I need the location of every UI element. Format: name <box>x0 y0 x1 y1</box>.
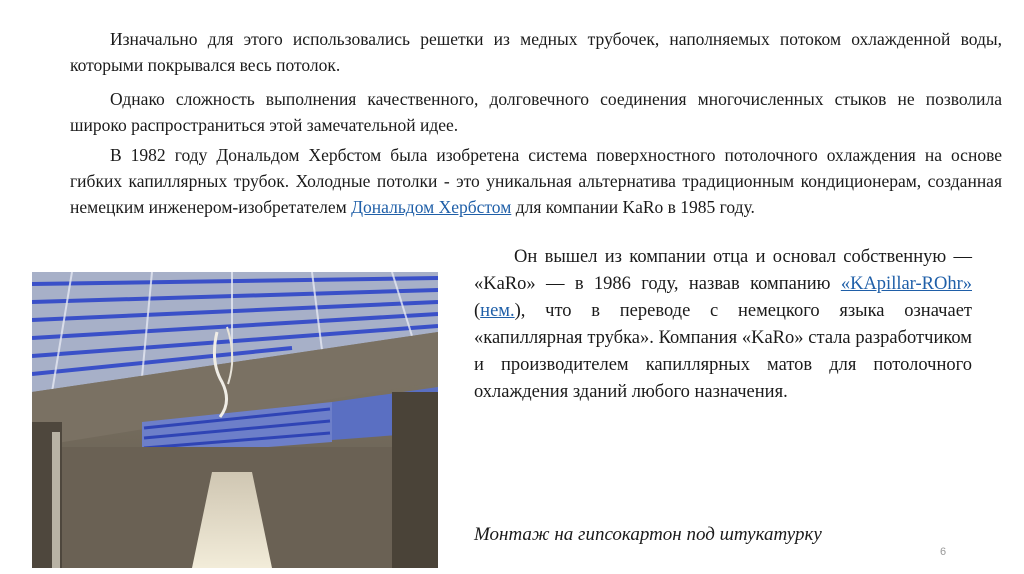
paragraph-copper-tubes: Изначально для этого использовались решетки из медных трубочек, наполняемых потоком охлажденной воды, которыми покрывался весь потолок. <box>70 29 1002 75</box>
history-text-start: В 1982 году Дональдом Хербстом была изобретена система поверхностного потолочного охлаждения на основе гибких капиллярных трубок. Холодные потолки - это уникальная альтернатива традиционным кондиционерам, созданная немецким инженером-изобретателем <box>70 145 1002 217</box>
page-number: 6 <box>940 546 947 558</box>
link-donald-herbst[interactable]: Дональдом Хербстом <box>351 197 512 217</box>
karo-text-end: ), что в переводе с немецкого языка означает «капиллярная трубка». Компания «KaRo» стала разработчиком и производителем капиллярных матов для потолочного охлаждения зданий любого назначения. <box>474 301 972 402</box>
paragraph-karo-company <box>474 244 972 406</box>
photo-illustration <box>32 272 438 568</box>
karo-text-paren: ( <box>474 301 481 321</box>
paragraph-history <box>70 142 1002 220</box>
ceiling-installation-photo <box>32 272 438 568</box>
link-german[interactable]: нем. <box>480 301 515 321</box>
karo-text-start: Он вышел из компании отца и основал собственную — «KaRo» — в 1986 году, назвав компанию <box>474 247 972 294</box>
photo-caption: Монтаж на гипсокартон под штукатурку <box>474 524 822 545</box>
paragraph-joints: Однако сложность выполнения качественного, долговечного соединения многочисленных стыков не позволила широко распространиться этой замечательной идее. <box>70 89 1002 135</box>
history-text-end: для компании KaRo в 1985 году. <box>511 197 755 217</box>
link-kapillar-rohr[interactable]: «KApillar-ROhr» <box>840 274 972 294</box>
